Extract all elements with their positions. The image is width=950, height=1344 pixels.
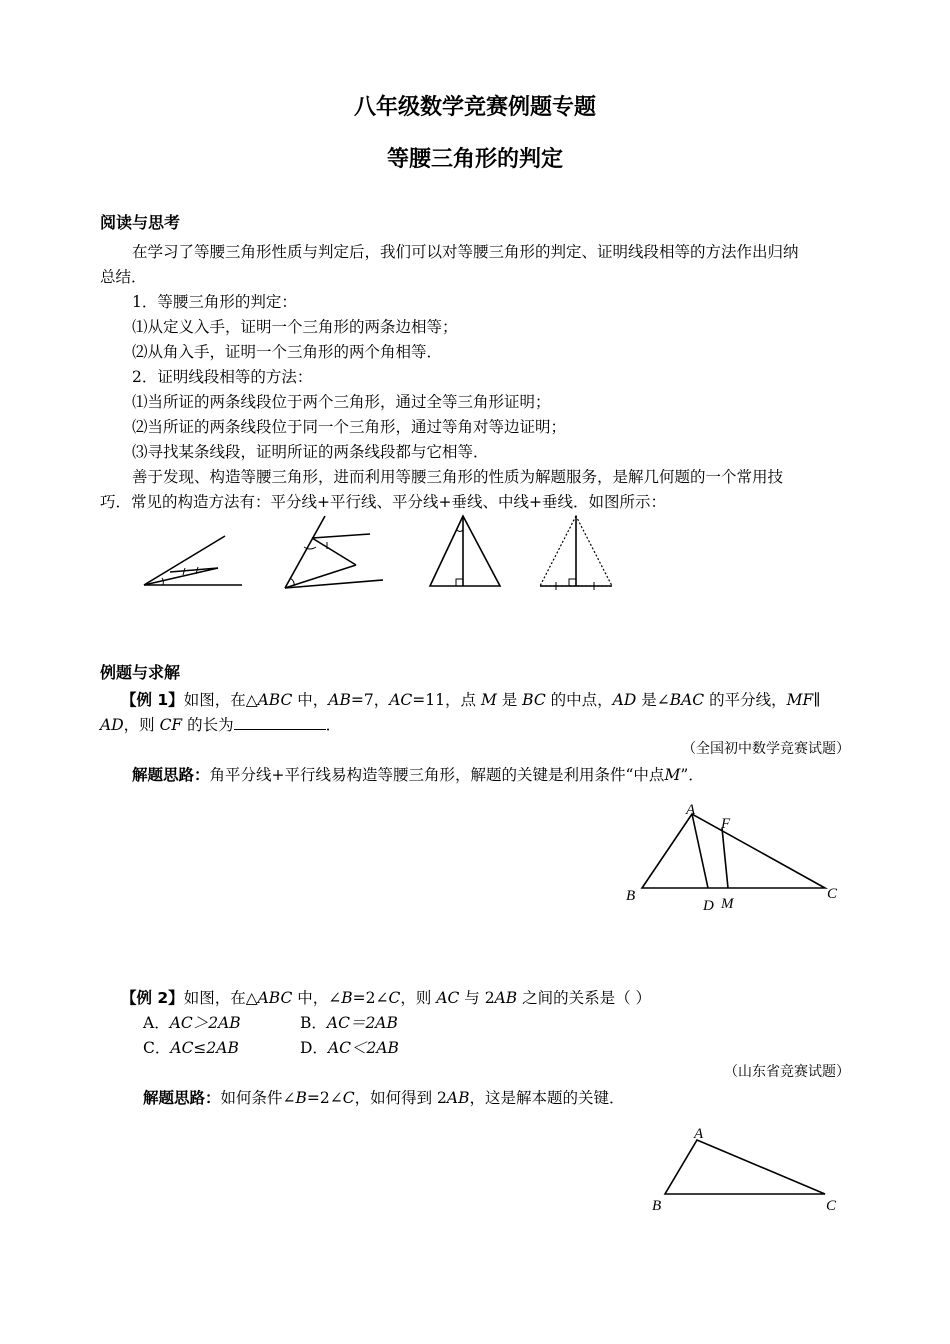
figure-bisector-parallel bbox=[144, 536, 242, 585]
label-C: C bbox=[826, 1198, 837, 1214]
item1-a: ⑴从定义入手，证明一个三角形的两条边相等； bbox=[132, 318, 458, 336]
example2-tag: 【例 2】 bbox=[121, 989, 184, 1007]
option-b[interactable]: B．AC＝2AB bbox=[300, 1014, 398, 1032]
example2-hint-label: 解题思路： bbox=[143, 1089, 221, 1107]
example2-hint: 解题思路：如何条件∠B=2∠C，如何得到 2AB，这是解本题的关键． bbox=[143, 1089, 625, 1107]
label-A: A bbox=[694, 1126, 704, 1142]
example1-tag: 【例 1】 bbox=[121, 691, 184, 709]
item1-title: 1．等腰三角形的判定： bbox=[132, 293, 297, 311]
figure-bisector-perpendicular bbox=[285, 516, 383, 588]
reading-intro-line2: 总结． bbox=[100, 268, 147, 286]
label-M: M bbox=[721, 896, 734, 912]
label-D: D bbox=[703, 898, 714, 914]
item2-a: ⑴当所证的两条线段位于两个三角形，通过全等三角形证明； bbox=[132, 393, 551, 411]
example1-source: （全国初中数学竞赛试题） bbox=[682, 741, 850, 757]
label-B: B bbox=[626, 888, 636, 904]
example1-hint: 解题思路：角平分线+平行线易构造等腰三角形，解题的关键是利用条件“中点M”． bbox=[132, 766, 704, 784]
option-c[interactable]: C．AC≤2AB bbox=[143, 1039, 239, 1057]
example1-hint-label: 解题思路： bbox=[132, 766, 210, 784]
construct-line1: 善于发现、构造等腰三角形，进而利用等腰三角形的性质为解题服务，是解几何题的一个常用技 bbox=[132, 468, 784, 486]
page-subtitle: 等腰三角形的判定 bbox=[386, 147, 563, 172]
example1-figure bbox=[620, 800, 850, 915]
item1-b: ⑵从角入手，证明一个三角形的两个角相等． bbox=[132, 343, 443, 361]
item2-b: ⑵当所证的两条线段位于同一个三角形，通过等角对等边证明； bbox=[132, 418, 567, 436]
figure-altitude bbox=[430, 516, 500, 586]
label-C: C bbox=[827, 886, 838, 902]
page-title: 八年级数学竞赛例题专题 bbox=[353, 95, 596, 120]
label-B: B bbox=[652, 1198, 662, 1214]
example1-line2: AD，则 CF 的长为 ． bbox=[100, 716, 342, 734]
example2-source: （山东省竞赛试题） bbox=[724, 1064, 850, 1080]
construction-figures bbox=[130, 508, 630, 598]
example2-figure bbox=[645, 1120, 850, 1220]
section-heading-examples: 例题与求解 bbox=[100, 663, 181, 682]
label-F: F bbox=[721, 816, 731, 832]
reading-intro-line1: 在学习了等腰三角形性质与判定后，我们可以对等腰三角形的判定、证明线段相等的方法作出归纳 bbox=[132, 243, 799, 261]
section-heading-reading: 阅读与思考 bbox=[100, 213, 181, 232]
option-d[interactable]: D．AC＜2AB bbox=[300, 1039, 399, 1057]
construct-line2: 巧．常见的构造方法有：平分线+平行线、平分线+垂线、中线+垂线．如图所示： bbox=[100, 493, 666, 511]
example2-line1: 【例 2】如图，在△ABC 中，∠B=2∠C，则 AC 与 2AB 之间的关系是（ ） bbox=[121, 989, 652, 1007]
figure-median-perpendicular bbox=[540, 516, 612, 590]
label-A: A bbox=[686, 802, 696, 818]
item2-title: 2．证明线段相等的方法： bbox=[132, 368, 313, 386]
example1-line1: 【例 1】如图，在△ABC 中，AB=7，AC=11，点 M 是 BC 的中点，AD 是∠BAC 的平分线，MF∥ bbox=[121, 691, 821, 709]
item2-c: ⑶寻找某条线段，证明所证的两条线段都与它相等． bbox=[132, 443, 489, 461]
answer-blank[interactable] bbox=[234, 715, 326, 730]
option-a[interactable]: A．AC＞2AB bbox=[143, 1014, 241, 1032]
